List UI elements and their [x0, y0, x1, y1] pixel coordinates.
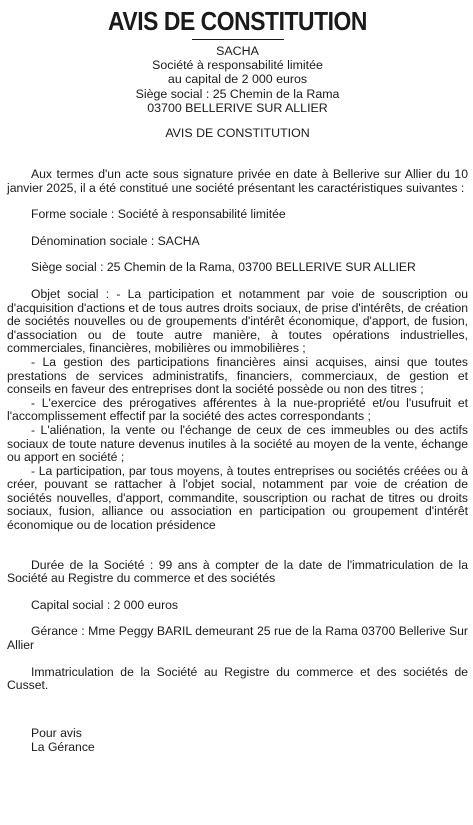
title-divider: [192, 39, 284, 40]
objet-paragraph-3: - L'exercice des prérogatives afférentes à la nue-propriété et/ou l'usufruit et l'accomplissement effectif par la société des actes correspondants ;: [7, 395, 468, 424]
company-capital: au capital de 2 000 euros: [167, 72, 308, 87]
signature-line-1: Pour avis: [31, 725, 82, 740]
signature-block: [31, 727, 468, 755]
notice-title: AVIS DE CONSTITUTION: [108, 6, 367, 36]
duree-paragraph: Durée de la Société : 99 ans à compter de la date de l'immatriculation de la Société au Registre du commerce et des sociétés: [7, 557, 468, 586]
company-city: 03700 BELLERIVE SUR ALLIER: [147, 100, 328, 115]
objet-paragraph-5: - La participation, par tous moyens, à toutes entreprises ou sociétés créées ou à créer, pouvant se rattacher à l'objet social, notamment par voie de création de sociétés nouvelles, d'apport, commandite, souscription ou rachat de titres ou droits sociaux, fusion, alliance ou association en participation ou groupement d'intérêt économique ou de location présidence: [7, 463, 468, 533]
denomination-paragraph: Dénomination sociale : SACHA: [31, 233, 200, 248]
signature-line-2: La Gérance: [31, 739, 95, 754]
immatriculation-paragraph: Immatriculation de la Société au Registre du commerce et des sociétés de Cusset.: [7, 664, 468, 693]
company-seat: Siège social : 25 Chemin de la Rama: [135, 86, 340, 101]
capital-paragraph: Capital social : 2 000 euros: [31, 597, 179, 612]
company-header: [7, 44, 468, 115]
siege-paragraph: Siège social : 25 Chemin de la Rama, 03700 BELLERIVE SUR ALLIER: [31, 260, 416, 275]
objet-paragraph-1: Objet social : - La participation et notamment par voie de souscription ou d'acquisition d'actions et de tous autres droits sociaux, de prise d'intérêts, de création de sociétés nouvelles ou de groupements d'intérêt économique, d'apport, de fusion, d'association ou de toute autre manière, à toutes opérations industrielles, commerciales, financières, mobilières ou immobilières ;: [7, 286, 468, 356]
gerance-paragraph: Gérance : Mme Peggy BARIL demeurant 25 rue de la Rama 03700 Bellerive Sur Allier: [7, 624, 468, 653]
company-legal-form: Société à responsabilité limitée: [152, 58, 323, 73]
legal-notice: [0, 6, 473, 825]
notice-body: [7, 168, 468, 693]
notice-subtitle: AVIS DE CONSTITUTION: [165, 126, 310, 141]
company-name: SACHA: [216, 44, 259, 58]
objet-paragraph-4: - L'aliénation, la vente ou l'échange de ceux de ces immeubles ou des actifs sociaux de toute nature devenus inutiles à la société au moyen de la vente, échange ou apport en société ;: [7, 422, 468, 465]
forme-paragraph: Forme sociale : Société à responsabilité limitée: [31, 207, 286, 222]
objet-paragraph-2: - La gestion des participations financières ainsi acquises, ainsi que toutes prestations de services administratifs, financiers, commerciaux, de gestion et conseils en faveur des entreprises dont la société possède ou non des titres ;: [7, 354, 468, 397]
intro-paragraph: Aux termes d'un acte sous signature privée en date à Bellerive sur Allier du 10 janvier 2025, il a été constitué une société présentant les caractéristiques suivantes :: [7, 167, 468, 195]
